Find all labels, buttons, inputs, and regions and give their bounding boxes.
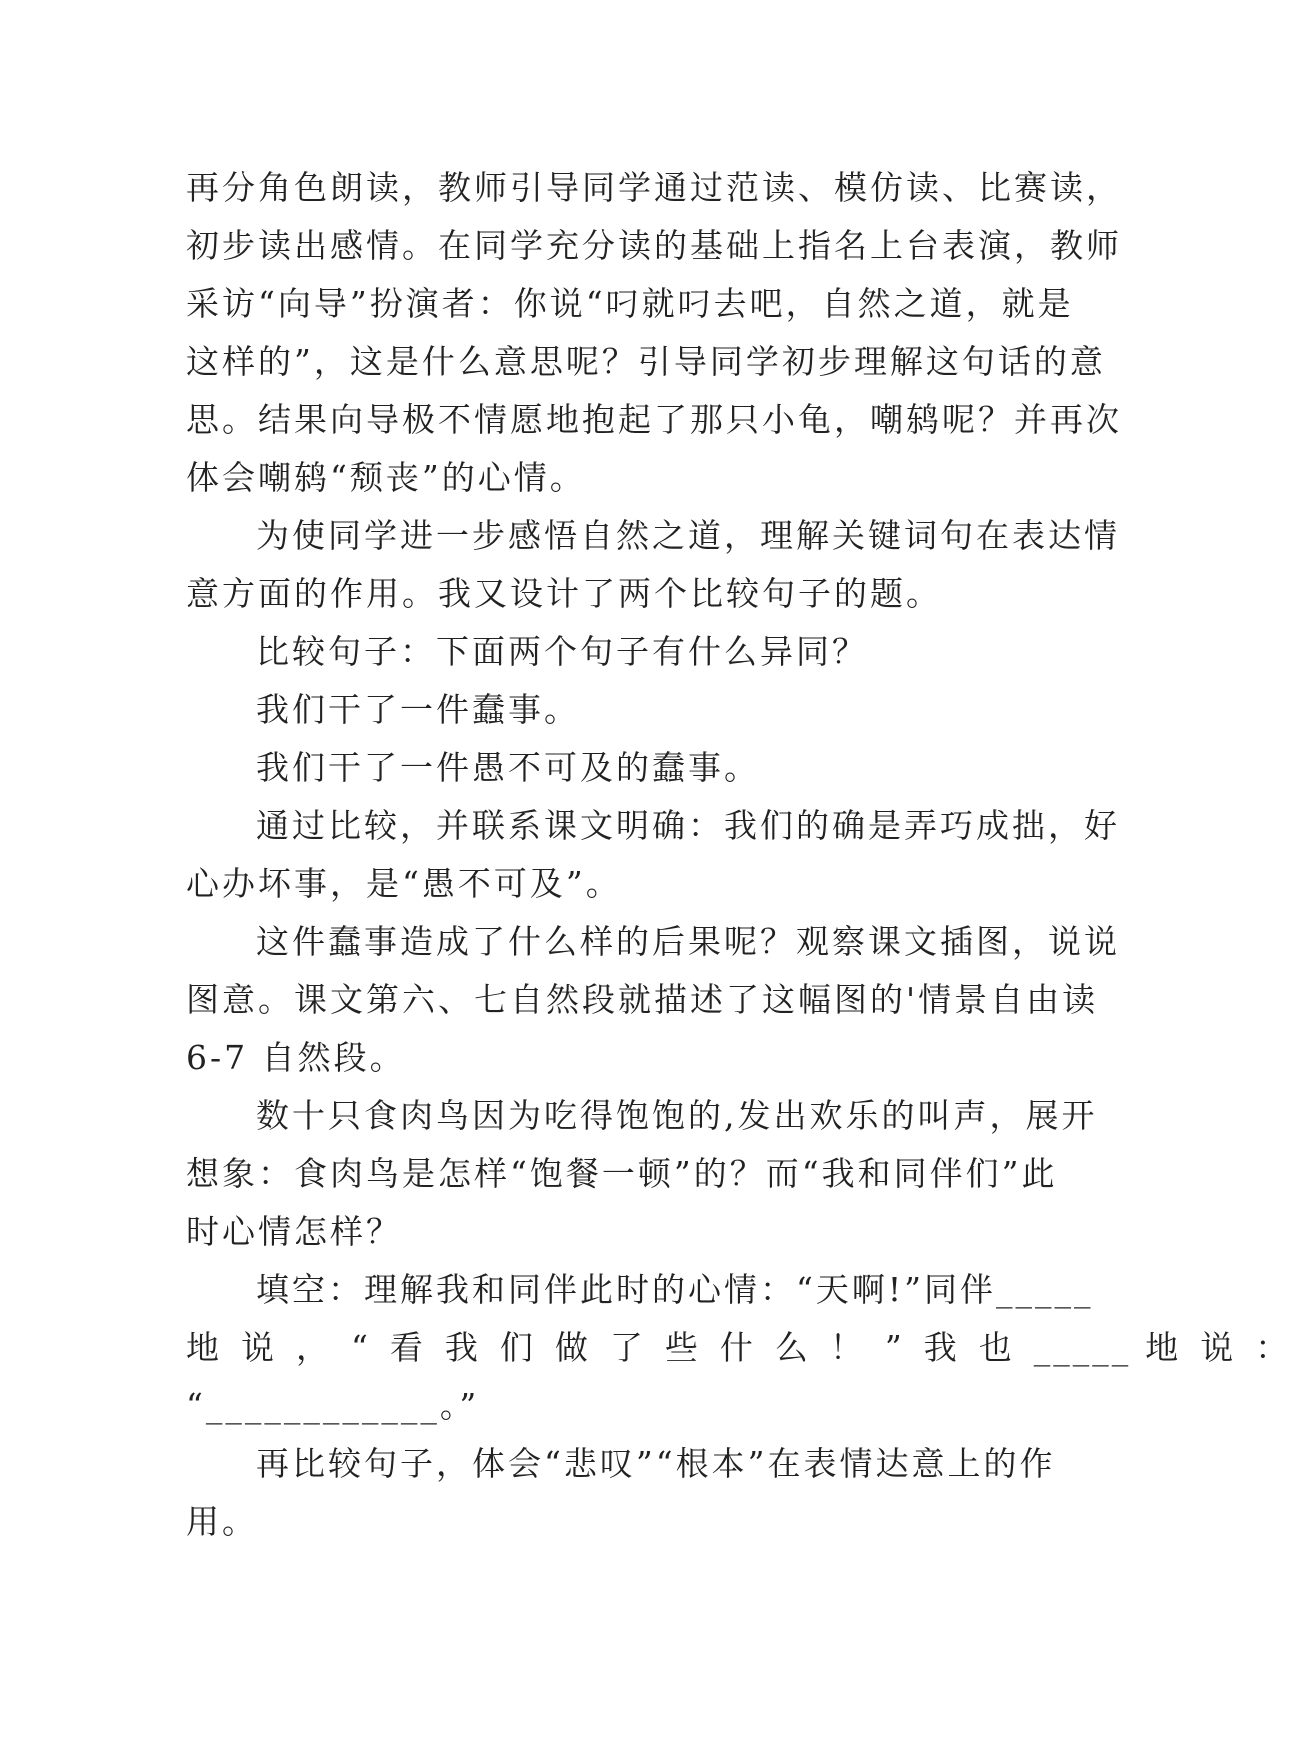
text-line: 这件蠢事造成了什么样的后果呢？观察课文插图，说说	[256, 922, 1120, 961]
text-line: 心办坏事，是“愚不可及”。	[186, 864, 622, 903]
text-line: 采访“向导”扮演者：你说“叼就叼去吧，自然之道，就是	[186, 284, 1074, 323]
text-line: 6-7 自然段。	[186, 1038, 406, 1077]
fill-in-blank: _____	[1033, 1328, 1132, 1367]
text-line: “____________。”	[186, 1386, 480, 1425]
text-line: 我们干了一件愚不可及的蠢事。	[256, 748, 760, 787]
text-line: 再比较句子，体会“悲叹”“根本”在表情达意上的作	[256, 1444, 1056, 1483]
text-line: 时心情怎样？	[186, 1212, 402, 1251]
text-line: 用。	[186, 1502, 258, 1541]
text-line: 想象：食肉鸟是怎样“饱餐一顿”的？而“我和同伴们”此	[186, 1154, 1058, 1193]
text-segment: 地说，“看我们做了些什么！”我也	[186, 1328, 1034, 1367]
text-line: 再分角色朗读，教师引导同学通过范读、模仿读、比赛读，	[186, 168, 1122, 207]
text-line: 数十只食肉鸟因为吃得饱饱的,发出欢乐的叫声，展开	[256, 1096, 1098, 1135]
text-line: 体会嘲鸫“颓丧”的心情。	[186, 458, 586, 497]
text-line: 图意。课文第六、七自然段就描述了这幅图的'情景自由读	[186, 980, 1099, 1019]
text-line: 比较句子：下面两个句子有什么异同？	[256, 632, 868, 671]
document-body	[186, 159, 1310, 1551]
text-line: 通过比较，并联系课文明确：我们的确是弄巧成拙，好	[256, 806, 1120, 845]
text-line: 初步读出感情。在同学充分读的基础上指名上台表演，教师	[186, 226, 1122, 265]
text-line: 思。结果向导极不情愿地抱起了那只小龟，嘲鸫呢？并再次	[186, 400, 1122, 439]
text-line: 这样的”，这是什么意思呢？引导同学初步理解这句话的意	[186, 342, 1106, 381]
text-segment: 地说：	[1145, 1328, 1310, 1367]
text-line: 意方面的作用。我又设计了两个比较句子的题。	[186, 574, 942, 613]
text-line-spaced	[186, 1319, 1310, 1377]
text-line: 为使同学进一步感悟自然之道，理解关键词句在表达情	[256, 516, 1120, 555]
text-line: 填空：理解我和同伴此时的心情：“天啊!”同伴_____	[256, 1270, 1094, 1309]
text-line: 我们干了一件蠢事。	[256, 690, 580, 729]
